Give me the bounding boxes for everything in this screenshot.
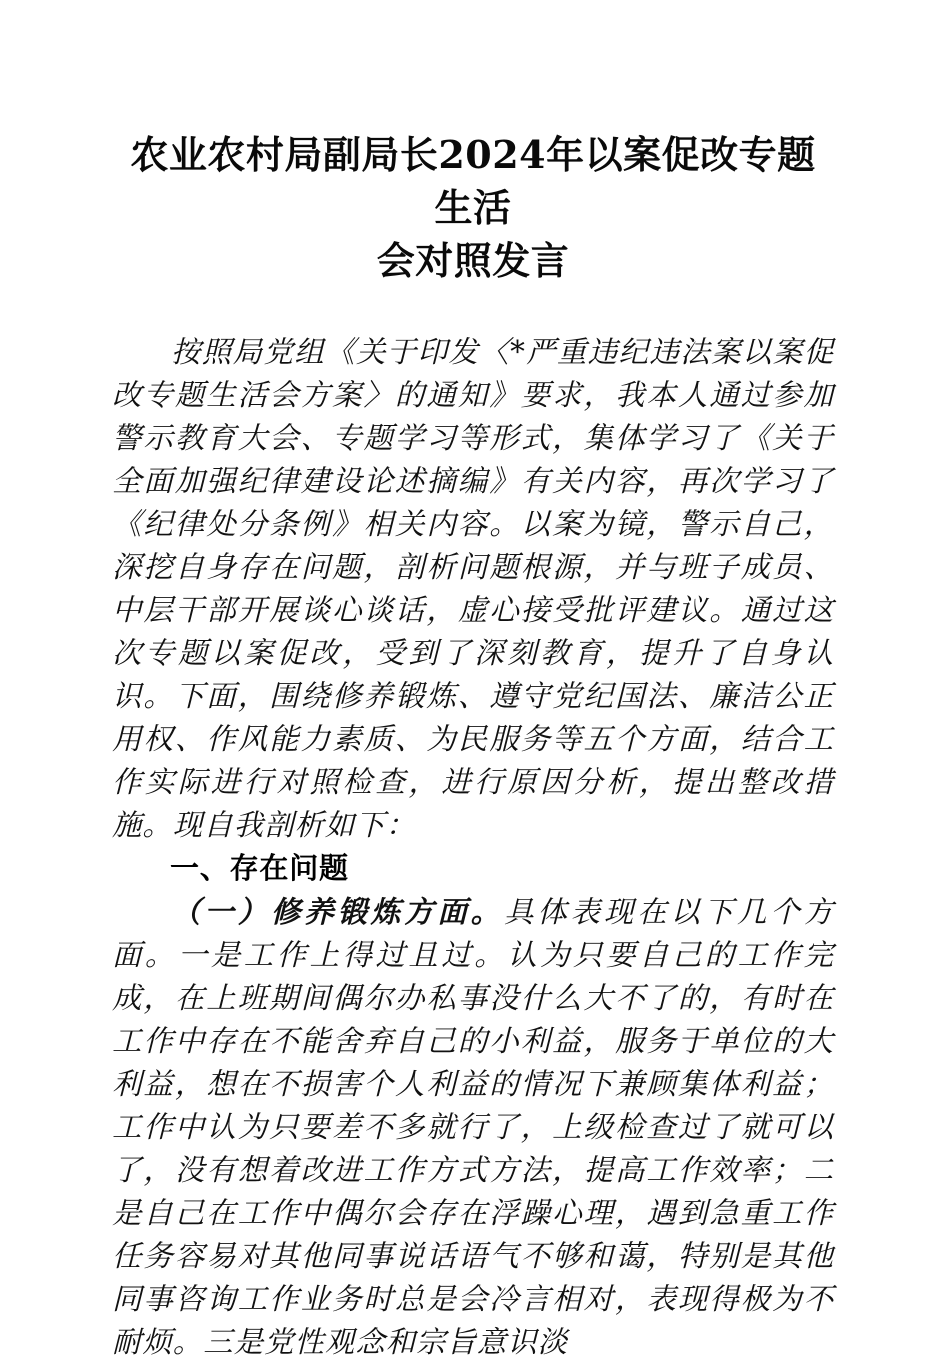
- paragraph-section-1-1: [112, 890, 834, 1364]
- paragraph-intro: 按照局党组《关于印发〈*严重违纪违法案以案促改专题生活会方案〉的通知》要求，我本人通过参加警示教育大会、专题学习等形式，集体学习了《关于全面加强纪律建设论述摘编》有关内容，再次学习了《纪律处分条例》相关内容。以案为镜，警示自己，深挖自身存在问题，剖析问题根源，并与班子成员、中层干部开展谈心谈话，虚心接受批评建议。通过这次专题以案促改，受到了深刻教育，提升了自身认识。下面，围绕修养锻炼、遵守党纪国法、廉洁公正用权、作风能力素质、为民服务等五个方面，结合工作实际进行对照检查，进行原因分析，提出整改措施。现自我剖析如下：: [112, 335, 834, 842]
- page-title-line-1: 农业农村局副局长2024年以案促改专题生活: [130, 132, 816, 230]
- page-title-line-2: 会对照发言: [376, 238, 570, 283]
- page-title: [112, 0, 834, 287]
- subsection-lead-self-cultivation: （一）修养锻炼方面。: [171, 894, 504, 929]
- subsection-body-self-cultivation: 具体表现在以下几个方面。一是工作上得过且过。认为只要自己的工作完成，在上班期间偶尔办私事没什么大不了的，有时在工作中存在不能舍弃自己的小利益，服务于单位的大利益，想在不损害个人利益的情况下兼顾集体利益；工作中认为只要差不多就行了，上级检查过了就可以了，没有想着改进工作方式方法，提高工作效率；二是自己在工作中偶尔会存在浮躁心理，遇到急重工作任务容易对其他同事说话语气不够和蔼，特别是其他同事咨询工作业务时总是会冷言相对，表现得极为不耐烦。三是党性观念和宗旨意识淡: [112, 895, 834, 1359]
- document-content-column: [112, 0, 834, 1364]
- section-heading-existing-problems: 一、存在问题: [170, 851, 349, 885]
